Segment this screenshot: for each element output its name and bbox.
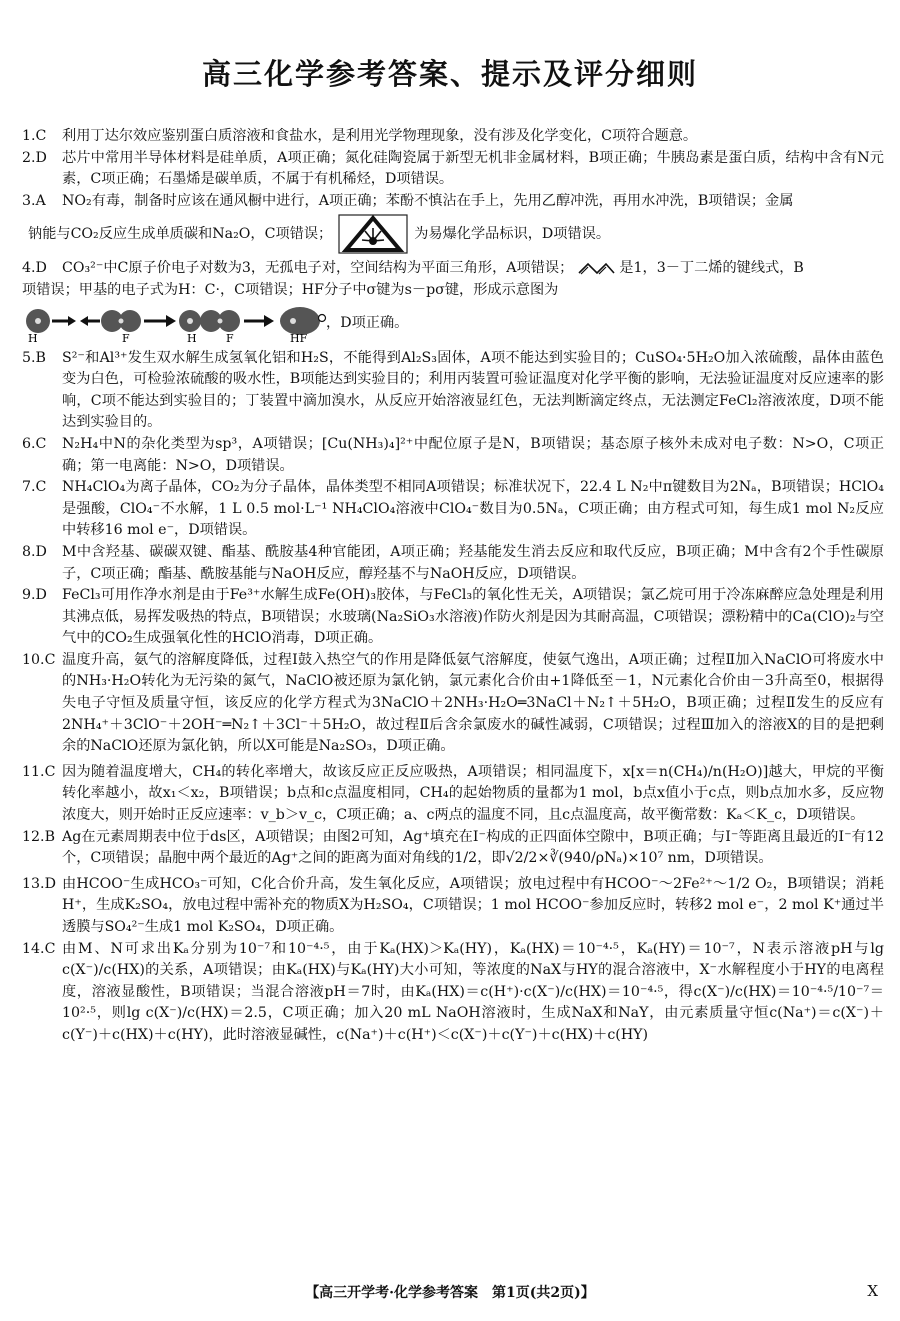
answer-number: 4.D (22, 260, 47, 277)
answer-number: 1.C (22, 128, 47, 144)
answer-text-line (62, 258, 884, 280)
answer-item-5 (22, 348, 884, 434)
answer-item-8 (22, 542, 884, 585)
answer-body (22, 126, 884, 1047)
answer-text: Ag在元素周期表中位于ds区，A项错误；由图2可知，Ag⁺填充在I⁻构成的正四面体空隙中，B项正确；与I⁻等距离且最近的I⁻有12个，C项错误；晶胞中两个最近的Ag⁺之间的距离为面对角线的1/2，即√2/2×∛(940/ρNₐ)×10⁷ nm，D项错误。 (62, 828, 884, 867)
answer-number: 12.B (22, 828, 55, 845)
explosive-hazard-icon (338, 214, 408, 254)
answer-text: ，D项正确。 (326, 314, 409, 331)
answer-item-12 (22, 827, 884, 870)
answer-text: M中含羟基、碳碳双键、酯基、酰胺基4种官能团，A项正确；羟基能发生消去反应和取代反应，B项正确；M中含有2个手性碳原子，C项正确；酯基、酰胺基能与NaOH反应，醇羟基不与NaOH反应，D项错误。 (62, 543, 884, 582)
answer-item-4 (22, 258, 884, 343)
answer-item-3 (22, 191, 884, 255)
answer-item-7 (22, 477, 884, 542)
answer-item-9 (22, 585, 884, 650)
answer-number: 8.D (22, 543, 47, 560)
explosive-sign-row (22, 214, 884, 254)
page-mark: X (867, 1282, 878, 1300)
answer-text: 为易爆化学品标识，D项错误。 (414, 225, 611, 242)
answer-text: NO₂有毒，制备时应该在通风橱中进行，A项正确；苯酚不慎沾在手上，先用乙醇冲洗，再用水冲洗，B项错误；金属 (62, 192, 794, 209)
answer-text: CO₃²⁻中C原子价电子对数为3，无孤电子对，空间结构为平面三角形，A项错误； (62, 260, 574, 277)
answer-text: 钠能与CO₂反应生成单质碳和Na₂O，C项错误； (28, 225, 333, 242)
answer-number: 3.A (22, 192, 46, 209)
answer-text: 芯片中常用半导体材料是硅单质，A项正确；氮化硅陶瓷属于新型无机非金属材料，B项正确；牛胰岛素是蛋白质，结构中含有N元素，C项正确；石墨烯是碳单质，不属于有机稀烃，D项错误。 (62, 149, 884, 188)
butadiene-skeletal-icon (577, 261, 615, 275)
answer-text: N₂H₄中N的杂化类型为sp³，A项错误；[Cu(NH₃)₄]²⁺中配位原子是N，B项错误；基态原子核外未成对电子数：N>O，C项正确；第一电离能：N>O，D项错误。 (62, 435, 884, 474)
answer-text: NH₄ClO₄为离子晶体，CO₂为分子晶体，晶体类型不相同A项错误；标准状况下，22.4 L N₂中π键数目为2Nₐ，B项错误；HClO₄是强酸，ClO₄⁻不水解，1 L 0.5 mol·L⁻¹ NH₄ClO₄溶液中ClO₄⁻数目为0.5Nₐ，C项正确；由方程式可知，每生成1 mol N₂反应中转移16 mol e⁻，D项错误。 (62, 479, 884, 539)
answer-text: 项错误；甲基的电子式为H：C·，C项错误；HF分子中σ键为s－pσ键，形成示意图为 (22, 281, 559, 298)
answer-number: 5.B (22, 349, 46, 366)
answer-number: 11.C (22, 763, 56, 780)
answer-item-6 (22, 434, 884, 477)
answer-text: 利用丁达尔效应鉴别蛋白质溶液和食盐水，是利用光学物理现象，没有涉及化学变化，C项符合题意。 (62, 128, 698, 144)
answer-item-10 (22, 650, 884, 758)
fig-label-f2: F (122, 331, 130, 344)
page-footer: 【高三开学考·化学参考答案 第1页(共2页)】 (305, 1285, 595, 1301)
answer-text: 由M、N可求出Kₐ分别为10⁻⁷和10⁻⁴·⁵，由于Kₐ(HX)＞Kₐ(HY)，Kₐ(HX)＝10⁻⁴·⁵，Kₐ(HY)＝10⁻⁷，N表示溶液pH与lg c(X⁻)/c(HX)的关系，A项错误；由Kₐ(HX)与Kₐ(HY)大小可知，等浓度的NaX与HY的混合溶液中，X⁻水解程度小于HY的电离程度，溶液显酸性，B项错误；当混合溶液pH＝7时，由Kₐ(HX)＝c(H⁺)·c(X⁻)/c(HX)＝10⁻⁴·⁵，得c(X⁻)/c(HX)＝10⁻⁴·⁵/10⁻⁷＝10²·⁵，则lg c(X⁻)/c(HX)＝2.5，C项正确；加入20 mL NaOH溶液时，生成NaX和NaY，由元素质量守恒c(Na⁺)＝c(X⁻)＋c(Y⁻)＋c(HX)＋c(HY)，此时溶液显碱性，c(Na⁺)＋c(H⁺)＜c(X⁻)＋c(Y⁻)＋c(HX)＋c(HY) (62, 940, 884, 1043)
fig-label-f1: F (226, 331, 234, 344)
answer-item-13 (22, 874, 884, 939)
answer-item-14 (22, 939, 884, 1047)
answer-text: 由HCOO⁻生成HCO₃⁻可知，C化合价升高，发生氧化反应，A项错误；放电过程中有HCOO⁻～2Fe²⁺～1/2 O₂，B项错误；消耗H⁺，生成K₂SO₄，放电过程中需补充的物质X为H₂SO₄，C项错误；1 mol HCOO⁻参加反应时，转移2 mol e⁻，2 mol K⁺通过半透膜与SO₄²⁻生成1 mol K₂SO₄，D项正确。 (62, 875, 884, 935)
answer-number: 2.D (22, 149, 47, 166)
answer-text: 温度升高，氨气的溶解度降低，过程Ⅰ鼓入热空气的作用是降低氨气溶解度，使氨气逸出，A项正确；过程Ⅱ加入NaClO可将废水中的NH₃·H₂O转化为无污染的氮气，NaClO被还原为氯化钠，氯元素化合价由+1降低至－1，N元素化合价由－3升高至0，根据得失电子守恒及质量守恒，该反应的化学方程式为3NaClO＋2NH₃·H₂O═3NaCl＋N₂↑＋5H₂O，B项正确；过程Ⅱ发生的反应有2NH₄⁺＋3ClO⁻＋2OH⁻═N₂↑＋3Cl⁻＋5H₂O，故过程Ⅱ后含余氯废水的碱性减弱，C项错误；过程Ⅲ加入的溶液X的目的是把剩余的NaClO还原为氯化钠，所以X可能是Na₂SO₃，D项正确。 (62, 651, 884, 755)
answer-number: 13.D (22, 875, 56, 892)
answer-number: 10.C (22, 651, 56, 668)
answer-item-2 (22, 148, 884, 191)
fig-label-hf: HF (290, 331, 308, 344)
fig-label-h1: H (187, 331, 197, 344)
answer-item-11 (22, 762, 884, 827)
answer-number: 7.C (22, 479, 47, 496)
answer-number: 9.D (22, 587, 47, 604)
answer-text: S²⁻和Al³⁺发生双水解生成氢氧化铝和H₂S，不能得到Al₂S₃固体，A项不能达到实验目的；CuSO₄·5H₂O加入浓硫酸，晶体由蓝色变为白色，可检验浓硫酸的吸水性，B项能达到实验目的；利用丙装置可验证温度对化学平衡的影响，无法验证温度对反应速率的影响，C项不能达到实验目的；丁装置中滴加溴水，从反应开始溶液显红色，无法判断滴定终点，无法测定FeCl₂溶液浓度，D项不能达到实验目的。 (62, 349, 884, 431)
answer-item-1 (22, 126, 884, 148)
answer-number: 14.C (22, 940, 56, 957)
hf-sigma-bond-figure-row (22, 304, 884, 344)
answer-text: 因为随着温度增大，CH₄的转化率增大，故该反应正反应吸热，A项错误；相同温度下，x[x＝n(CH₄)/n(H₂O)]越大，甲烷的平衡转化率越小，故x₁＜x₂，B项错误；b点和c点温度相同，CH₄的起始物质的量都为1 mol，b点x值小于c点，则b点加水多，反应物浓度大，则开始时正反应速率：v_b＞v_c，C项正确；a、c两点的温度不同，且c点温度高，故平衡常数：Kₐ＜K_c，D项错误。 (62, 763, 884, 824)
page-title: 高三化学参考答案、提示及评分细则 (201, 57, 698, 91)
answer-number: 6.C (22, 435, 47, 452)
fig-label-h2: H (28, 331, 38, 344)
answer-text: 是1，3－丁二烯的键线式，B (619, 260, 804, 277)
answer-text: FeCl₃可用作净水剂是由于Fe³⁺水解生成Fe(OH)₃胶体，与FeCl₃的氧化性无关，A项错误；氯乙烷可用于冷冻麻醉应急处理是利用其沸点低，易挥发吸热的特点，B项错误；水玻璃(Na₂SiO₃水溶液)作防火剂是因为其耐高温，C项错误；漂粉精中的Ca(ClO)₂与空气中的CO₂生成强氧化性的HClO消毒，D项正确。 (62, 587, 884, 647)
